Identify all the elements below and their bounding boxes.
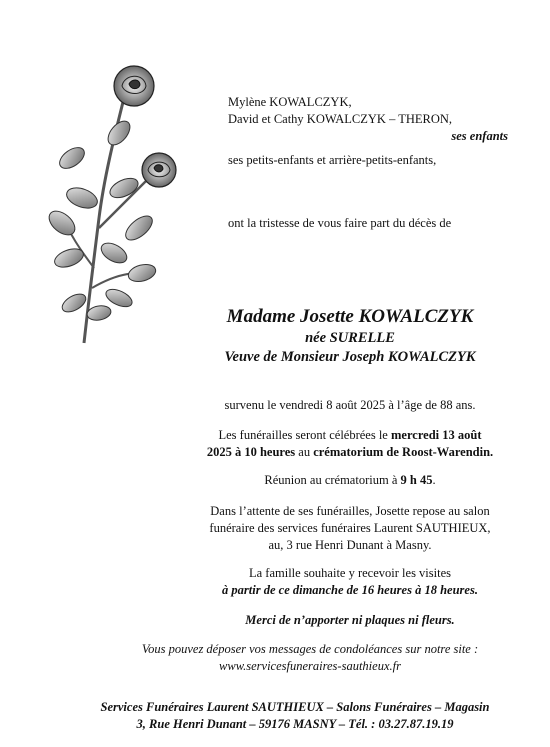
funeral-pre: Les funérailles seront célébrées le [218,428,391,442]
family-line-2: David et Cathy KOWALCZYK – THERON, [228,112,453,126]
meeting-text: Réunion au crématorium à [264,473,401,487]
family-line-4: ses petits-enfants et arrière-petits-enfants, [228,153,437,167]
deceased-widow: Veuve de Monsieur Joseph KOWALCZYK [224,349,476,365]
family-line-3: ses enfants [451,129,508,143]
visits-line-1: La famille souhaite y recevoir les visites [248,566,451,580]
funeral-time: 2025 à 10 heures [206,445,296,459]
rose-branch-icon [44,58,194,348]
footer-line-1: Services Funéraires Laurent SAUTHIEUX – Salons Funéraires – Magasin [100,700,490,714]
funeral-line-1 [180,427,520,444]
funeral-place: crématorium de Roost-Warendin. [313,445,494,459]
visits-line-2: à partir de ce dimanche de 16 heures à 18 heures. [222,583,478,597]
deceased-birth-name: née SURELLE [305,330,395,346]
meeting-line [180,472,520,489]
family-line-1: Mylène KOWALCZYK, [228,95,352,109]
family-block [228,94,508,145]
meeting-time: 9 h 45 [400,473,433,487]
condolences-line-1: Vous pouvez déposer vos messages de condoléances sur notre site : [141,642,479,656]
condolences-website: www.servicesfuneraires-sauthieux.fr [219,659,401,673]
death-date-text: survenu le vendredi 8 août 2025 à l’âge de 88 ans. [224,398,476,412]
footer-line-2: 3, Rue Henri Dunant – 59176 MASNY – Tél. : 03.27.87.19.19 [136,717,454,731]
funeral-date: mercredi 13 août [391,428,482,442]
announcement-text: ont la tristesse de vous faire part du décès de [228,216,452,230]
rest-line-3: au, 3 rue Henri Dunant à Masny. [268,538,432,552]
rest-line-1: Dans l’attente de ses funérailles, Josette repose au salon [210,504,490,518]
no-flowers-text: Merci de n’apporter ni plaques ni fleurs. [245,613,455,627]
meeting-end: . [432,473,436,487]
funeral-mid: au [295,445,314,459]
deceased-name: Madame Josette KOWALCZYK [226,306,474,327]
funeral-line-2 [180,444,520,461]
rest-line-2: funéraire des services funéraires Laurent SAUTHIEUX, [209,521,491,535]
